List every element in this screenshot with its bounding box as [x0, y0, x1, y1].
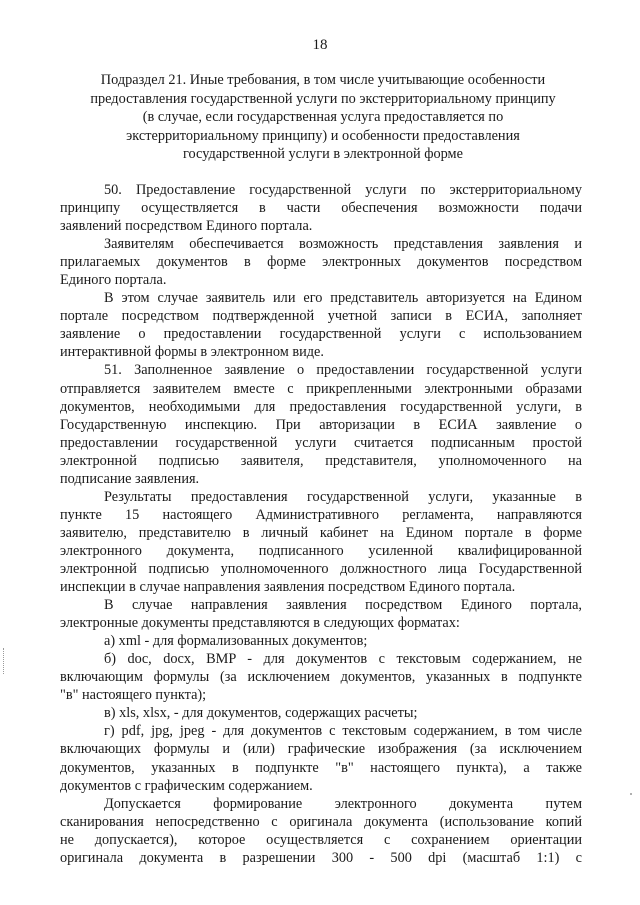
scan-margin-mark	[3, 648, 5, 674]
body-line: электронные документы представляются в следующих форматах:	[60, 615, 460, 632]
body-line: заявителю, представителю в личный кабинет на Едином портале в форме	[60, 524, 582, 541]
body-line: пункте 15 настоящего Административного регламента, направляются	[60, 506, 582, 523]
body-line: 51. Заполненное заявление о предоставлении государственной услуги	[104, 362, 582, 379]
body-line: оригинала документа в разрешении 300 - 500 dpi (масштаб 1:1) с	[60, 849, 582, 866]
heading-line: государственной услуги в электронной форме	[183, 146, 463, 163]
body-line: включающим формулы (за исключением документов, указанных в подпункте	[60, 669, 582, 686]
heading-line: (в случае, если государственная услуга предоставляется по	[142, 109, 504, 126]
body-line: инспекции в случае направления заявления посредством Единого портала.	[60, 579, 516, 596]
body-line: электронного документа, подписанного усиленной квалифицированной	[60, 542, 582, 559]
body-line: Единого портала.	[60, 272, 167, 289]
body-line: г) pdf, jpg, jpeg - для документов с текстовым содержанием, в том числе	[104, 723, 582, 740]
body-line: отправляется заявителем вместе с прикрепленными электронными образами	[60, 380, 582, 397]
body-line: интерактивной формы в электронном виде.	[60, 344, 324, 361]
section-heading	[72, 71, 574, 164]
body-line: подписание заявления.	[60, 470, 200, 487]
body-line: Заявителям обеспечивается возможность представления заявления и	[104, 236, 582, 253]
body-line: а) xml - для формализованных документов;	[104, 633, 368, 650]
page-number: 18	[312, 37, 328, 53]
body-line: портале посредством подтвержденной учетной записи в ЕСИА, заполняет	[60, 308, 582, 325]
heading-line: экстерриториальному принципу) и особенности предоставления	[126, 127, 520, 144]
body-line: предоставлении государственной услуги считается подписанным простой	[60, 434, 582, 451]
body-line: включающих формулы и (или) графические изображения (за исключением	[60, 741, 582, 758]
heading-line: Подраздел 21. Иные требования, в том числе учитывающие особенности	[100, 72, 546, 88]
body-line: электронной подписью уполномоченного должностного лица Государственной	[60, 560, 582, 577]
body-line: принципу осуществляется в части обеспечения возможности подачи	[60, 200, 582, 217]
body-line: документов, указанных в подпункте "в" настоящего пункта), а также	[60, 759, 582, 776]
body-line: В случае направления заявления посредством Единого портала,	[104, 597, 582, 614]
body-line: В этом случае заявитель или его представитель авторизуется на Едином	[104, 290, 582, 307]
body-line: не допускается), которое осуществляется с сохранением ориентации	[60, 831, 582, 848]
body-line: в) xls, xlsx, - для документов, содержащих расчеты;	[104, 705, 418, 722]
body-line: Допускается формирование электронного документа путем	[104, 795, 582, 812]
body-line: б) doc, docx, BMP - для документов с текстовым содержанием, не	[104, 651, 582, 668]
body-line: электронной подписью заявителя, представителя, уполномоченного на	[60, 452, 582, 469]
scan-speck	[630, 793, 632, 795]
body-line: "в" настоящего пункта);	[60, 687, 207, 704]
heading-line: предоставления государственной услуги по экстерриториальному принципу	[90, 90, 556, 107]
body-line: документов с графическим содержанием.	[60, 777, 313, 794]
body-line: сканирования непосредственно с оригинала документа (использование копий	[60, 813, 582, 830]
body-line: заявление о предоставлении государственной услуги с использованием	[60, 326, 582, 343]
body-line: прилагаемых документов в форме электронных документов посредством	[60, 254, 582, 271]
body-text	[60, 181, 582, 867]
body-line: Государственную инспекцию. При авторизации в ЕСИА заявление о	[60, 416, 582, 433]
body-line: 50. Предоставление государственной услуги по экстерриториальному	[104, 182, 582, 198]
body-line: документов, необходимыми для предоставления государственной услуги, в	[60, 398, 582, 415]
body-line: заявлений посредством Единого портала.	[60, 218, 313, 235]
body-line: Результаты предоставления государственной услуги, указанные в	[104, 488, 582, 505]
